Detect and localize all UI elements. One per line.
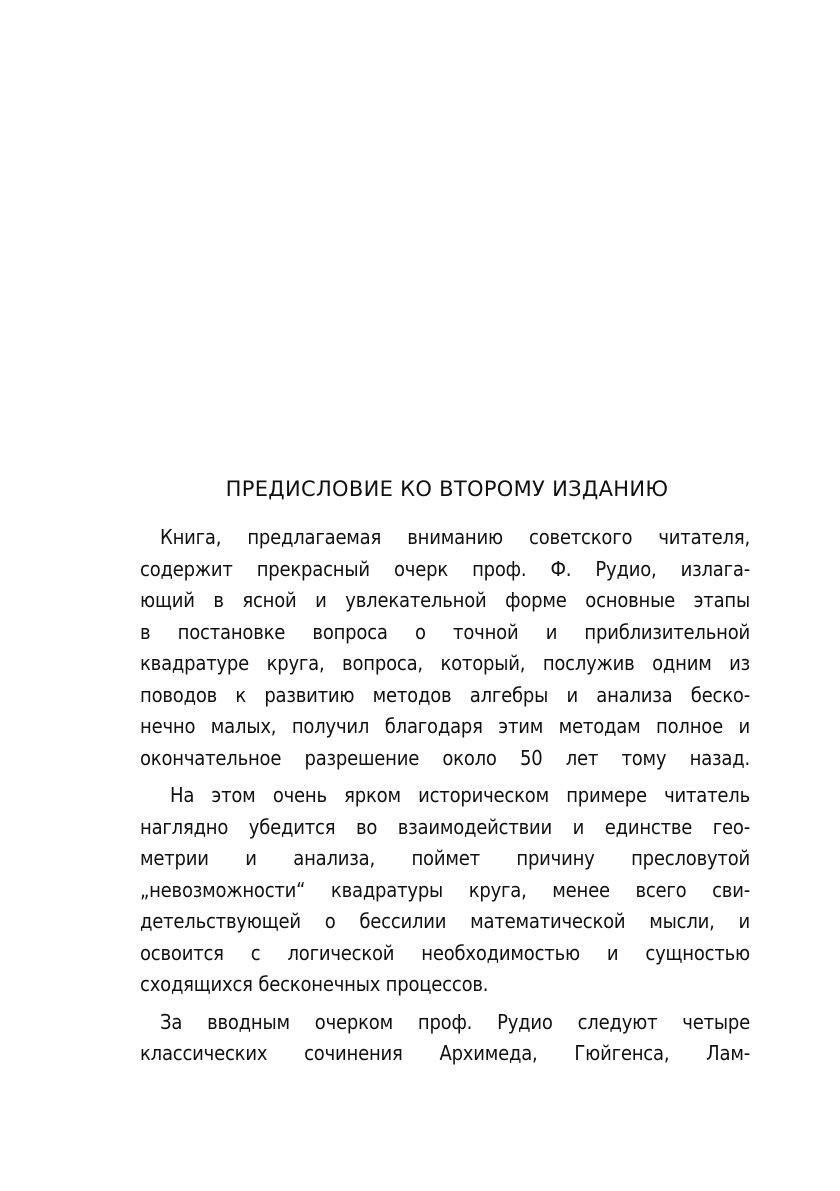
paragraph-2 xyxy=(140,780,750,1001)
paragraph-1 xyxy=(140,522,750,774)
text-line: „невозможности“ квадратуры круга, менее всего сви- xyxy=(140,877,750,902)
text-line: метрии и анализа, поймет причину пресловутой xyxy=(140,846,750,870)
text-line: сходящихся бесконечных процессов. xyxy=(140,972,489,996)
text-line: классических сочинения Архимеда, Гюйгенса, Лам- xyxy=(140,1041,750,1065)
text-line: поводов к развитию методов алгебры и анализа беско- xyxy=(140,682,750,707)
paragraph-3 xyxy=(140,1007,750,1070)
preface-heading: ПРЕДИСЛОВИЕ КО ВТОРОМУ ИЗДАНИЮ xyxy=(225,477,669,501)
text-line: наглядно убедится во взаимодействии и единстве гео- xyxy=(140,814,750,839)
text-line: освоится с логической необходимостью и сущностью xyxy=(140,940,750,965)
text-line: содержит прекрасный очерк проф. Ф. Рудио, излага- xyxy=(140,556,750,581)
text-line: На этом очень ярком историческом примере читатель xyxy=(170,783,750,807)
text-line: За вводным очерком проф. Рудио следуют четыре xyxy=(160,1009,750,1034)
preface-text-block xyxy=(140,474,750,1080)
text-line: нечно малых, получил благодаря этим методам полное и xyxy=(140,714,750,738)
text-line: окончательное разрешение около 50 лет тому назад. xyxy=(140,745,750,770)
text-line: детельствующей о бессилии математической мысли, и xyxy=(140,909,750,933)
text-line: в постановке вопроса о точной и приблизительной xyxy=(140,619,750,644)
text-line: ющий в ясной и увлекательной форме основные этапы xyxy=(140,588,750,612)
text-line: Книга, предлагаемая вниманию советского читателя, xyxy=(160,525,750,549)
text-line: квадратуре круга, вопроса, который, послужив одним из xyxy=(140,651,750,675)
